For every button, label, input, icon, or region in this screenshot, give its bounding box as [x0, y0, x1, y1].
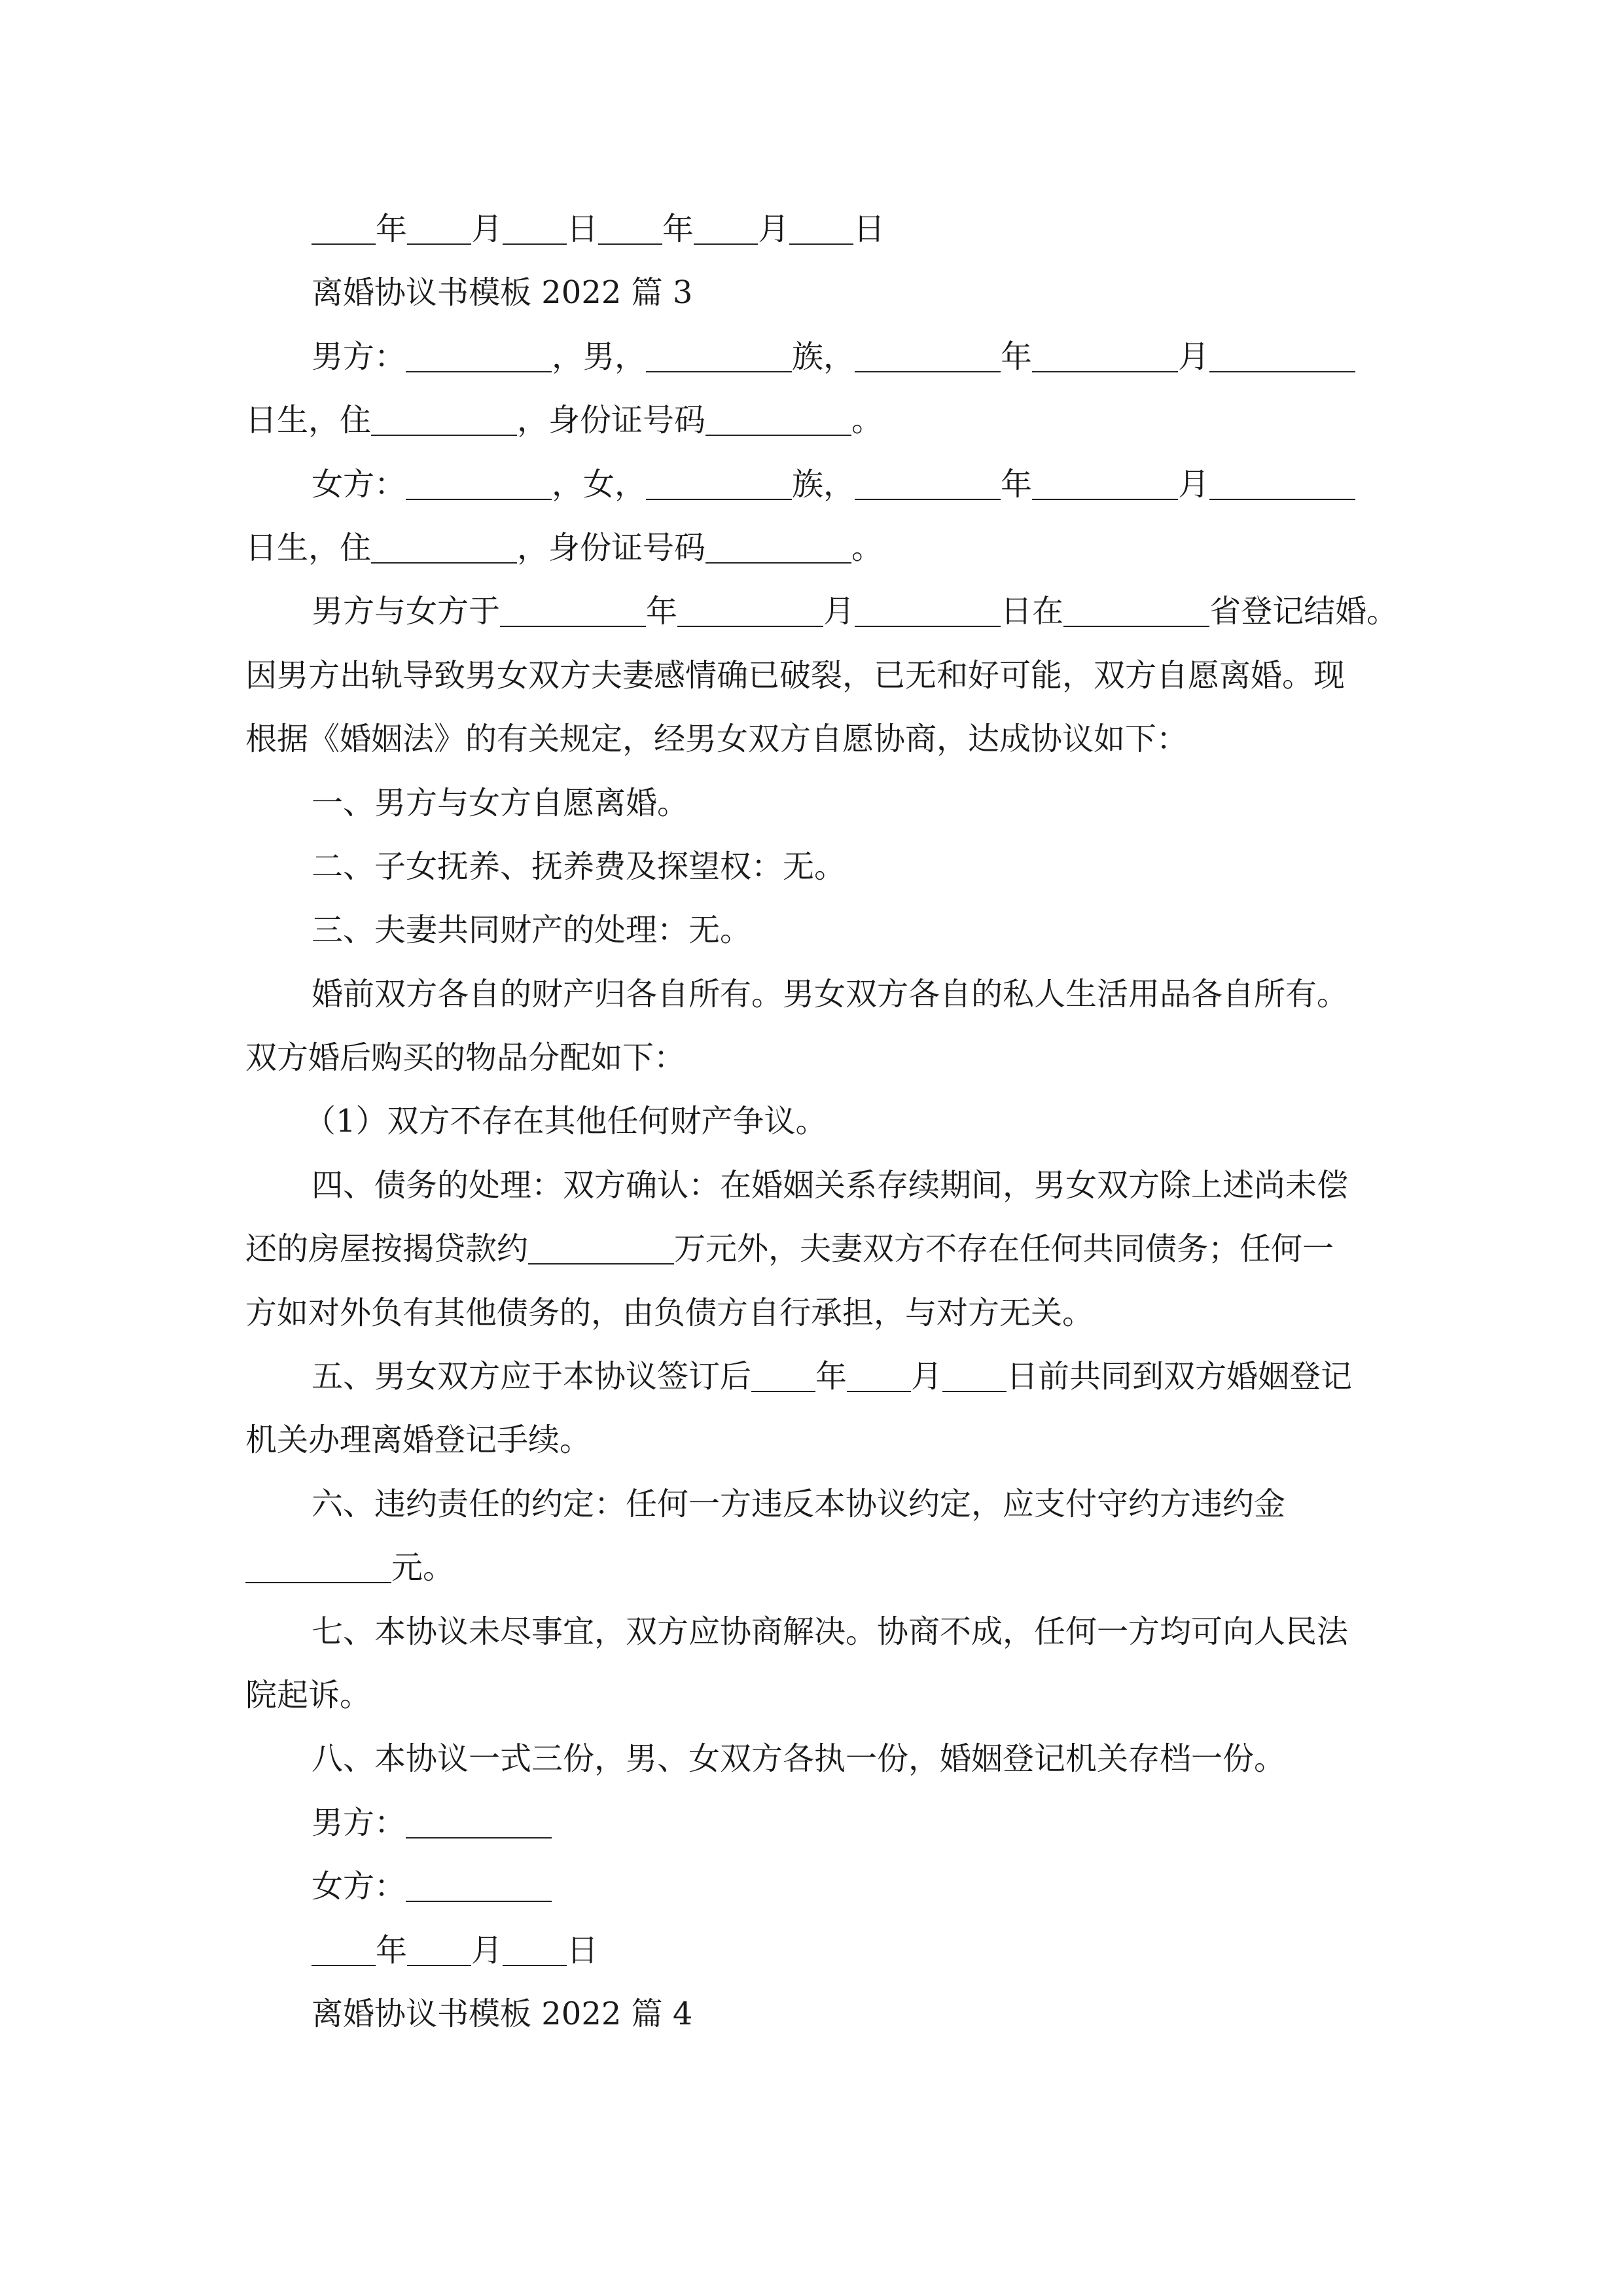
fill-in-blank [406, 370, 552, 372]
fill-in-blank [646, 370, 792, 372]
document-line [245, 1600, 1381, 1664]
document-line [245, 389, 1381, 452]
fill-in-blank [1032, 498, 1178, 500]
line-text: 四、债务的处理：双方确认：在婚姻关系存续期间，男女双方除上述尚未偿 [312, 1166, 1349, 1204]
document-line [245, 1855, 1381, 1918]
document-line [245, 1919, 1381, 1982]
fill-in-blank [407, 1964, 471, 1966]
line-text: 族， [792, 465, 855, 503]
line-text: 日生，住 [245, 529, 372, 566]
line-text: ，男， [552, 338, 647, 375]
line-text: 年 [1001, 338, 1033, 375]
line-text: 二、子女抚养、抚养费及探望权：无。 [312, 848, 846, 885]
line-text: 离婚协议书模板 2022 篇 3 [312, 274, 693, 312]
fill-in-blank [1032, 370, 1178, 372]
document-line [245, 1791, 1381, 1855]
line-text: 机关办理离婚登记手续。 [245, 1422, 592, 1459]
line-text: 月 [471, 211, 503, 247]
fill-in-blank [406, 1837, 552, 1839]
document-line [245, 1664, 1381, 1727]
document-page [245, 198, 1399, 2046]
document-line [245, 1408, 1381, 1472]
fill-in-blank [855, 625, 1001, 627]
document-line [245, 772, 1381, 835]
fill-in-blank [942, 1390, 1007, 1392]
line-text: 元。 [391, 1549, 455, 1587]
document-line [245, 1090, 1381, 1153]
line-text: 七、本协议未尽事宜，双方应协商解决。协商不成，任何一方均可向人民法 [312, 1613, 1349, 1650]
line-text: 月 [758, 211, 790, 247]
document-line [245, 708, 1381, 771]
document-line [245, 835, 1381, 899]
line-text: 日 [567, 211, 599, 247]
document-line [245, 516, 1381, 580]
document-line [245, 325, 1381, 389]
line-text: 方如对外负有其他债务的，由负债方自行承担，与对方无关。 [245, 1294, 1094, 1331]
line-text: 女方： [312, 1868, 406, 1905]
document-line [245, 453, 1381, 516]
document-line [245, 1982, 1381, 2046]
line-text: 日 [567, 1931, 599, 1969]
fill-in-blank [406, 1900, 552, 1902]
fill-in-blank [705, 434, 851, 436]
line-text: 一、男方与女方自愿离婚。 [312, 784, 689, 821]
line-text: 日 [853, 211, 885, 247]
line-text: 月 [823, 593, 855, 630]
fill-in-blank [371, 562, 517, 564]
fill-in-blank [245, 1581, 391, 1583]
document-line [245, 1727, 1381, 1791]
fill-in-blank [503, 1964, 567, 1966]
fill-in-blank [1209, 370, 1355, 372]
fill-in-blank [407, 243, 471, 245]
fill-in-blank [789, 243, 853, 245]
line-text: 年 [376, 211, 408, 247]
fill-in-blank [855, 370, 1001, 372]
line-text: 婚前双方各自的财产归各自所有。男女双方各自的私人生活用品各自所有。 [312, 975, 1349, 1013]
line-text: 。 [851, 402, 883, 439]
fill-in-blank [705, 562, 851, 564]
line-text: 月 [1178, 465, 1210, 503]
fill-in-blank [1063, 625, 1209, 627]
line-text: 族， [792, 338, 855, 375]
line-text: 离婚协议书模板 2022 篇 4 [312, 1995, 693, 2032]
line-text: 双方婚后购买的物品分配如下： [245, 1039, 686, 1077]
line-text: 男方： [312, 338, 406, 375]
document-line [245, 899, 1381, 962]
fill-in-blank [406, 498, 552, 500]
line-text: 年 [376, 1931, 408, 1969]
line-text: 日生，住 [245, 402, 372, 439]
line-text: 年 [646, 593, 678, 630]
line-text: 三、夫妻共同财产的处理：无。 [312, 912, 752, 949]
fill-in-blank [855, 498, 1001, 500]
document-line [245, 963, 1381, 1026]
line-text: 月 [471, 1931, 503, 1969]
line-text: 院起诉。 [245, 1676, 372, 1713]
fill-in-blank [847, 1390, 911, 1392]
line-text: 因男方出轨导致男女双方夫妻感情确已破裂，已无和好可能，双方自愿离婚。现 [245, 656, 1346, 694]
fill-in-blank [751, 1390, 815, 1392]
line-text: 省登记结婚。 [1209, 593, 1399, 630]
line-text: 八、本协议一式三份，男、女双方各执一份，婚姻登记机关存档一份。 [312, 1740, 1286, 1778]
document-line [245, 580, 1399, 643]
line-text: 女方： [312, 465, 406, 503]
fill-in-blank [528, 1263, 674, 1265]
document-line [245, 1536, 1381, 1600]
fill-in-blank [312, 1964, 376, 1966]
line-text: 男方与女方于 [312, 593, 501, 630]
line-text: （1）双方不存在其他任何财产争议。 [304, 1103, 827, 1140]
line-text: 男方： [312, 1804, 406, 1841]
line-text: 六、违约责任的约定：任何一方违反本协议约定，应支付守约方违约金 [312, 1485, 1286, 1522]
line-text: 五、男女双方应于本协议签订后 [312, 1358, 752, 1395]
line-text: 日在 [1001, 593, 1064, 630]
fill-in-blank [1209, 498, 1355, 500]
fill-in-blank [598, 243, 662, 245]
fill-in-blank [694, 243, 758, 245]
line-text: 日前共同到双方婚姻登记 [1007, 1358, 1353, 1395]
document-line [245, 198, 1381, 261]
line-text: 年 [1001, 465, 1033, 503]
line-text: 月 [911, 1358, 943, 1395]
line-text: 月 [1178, 338, 1210, 375]
fill-in-blank [503, 243, 567, 245]
document-line [245, 1345, 1381, 1408]
fill-in-blank [371, 434, 517, 436]
fill-in-blank [500, 625, 646, 627]
fill-in-blank [677, 625, 823, 627]
line-text: 年 [662, 211, 694, 247]
document-line [245, 261, 1381, 325]
line-text: ，身份证号码 [517, 402, 706, 439]
line-text: ，女， [552, 465, 647, 503]
line-text: 根据《婚姻法》的有关规定，经男女双方自愿协商，达成协议如下： [245, 721, 1188, 758]
fill-in-blank [646, 498, 792, 500]
line-text: 年 [815, 1358, 847, 1395]
document-line [245, 1154, 1381, 1217]
document-line [245, 644, 1381, 708]
line-text: ，身份证号码 [517, 529, 706, 566]
document-line [245, 1026, 1381, 1090]
document-line [245, 1217, 1381, 1281]
line-text: 。 [851, 529, 883, 566]
line-text: 还的房屋按揭贷款约 [245, 1230, 529, 1268]
document-line [245, 1473, 1381, 1536]
document-line [245, 1282, 1381, 1345]
line-text: 万元外，夫妻双方不存在任何共同债务；任何一 [674, 1230, 1334, 1268]
fill-in-blank [312, 243, 376, 245]
